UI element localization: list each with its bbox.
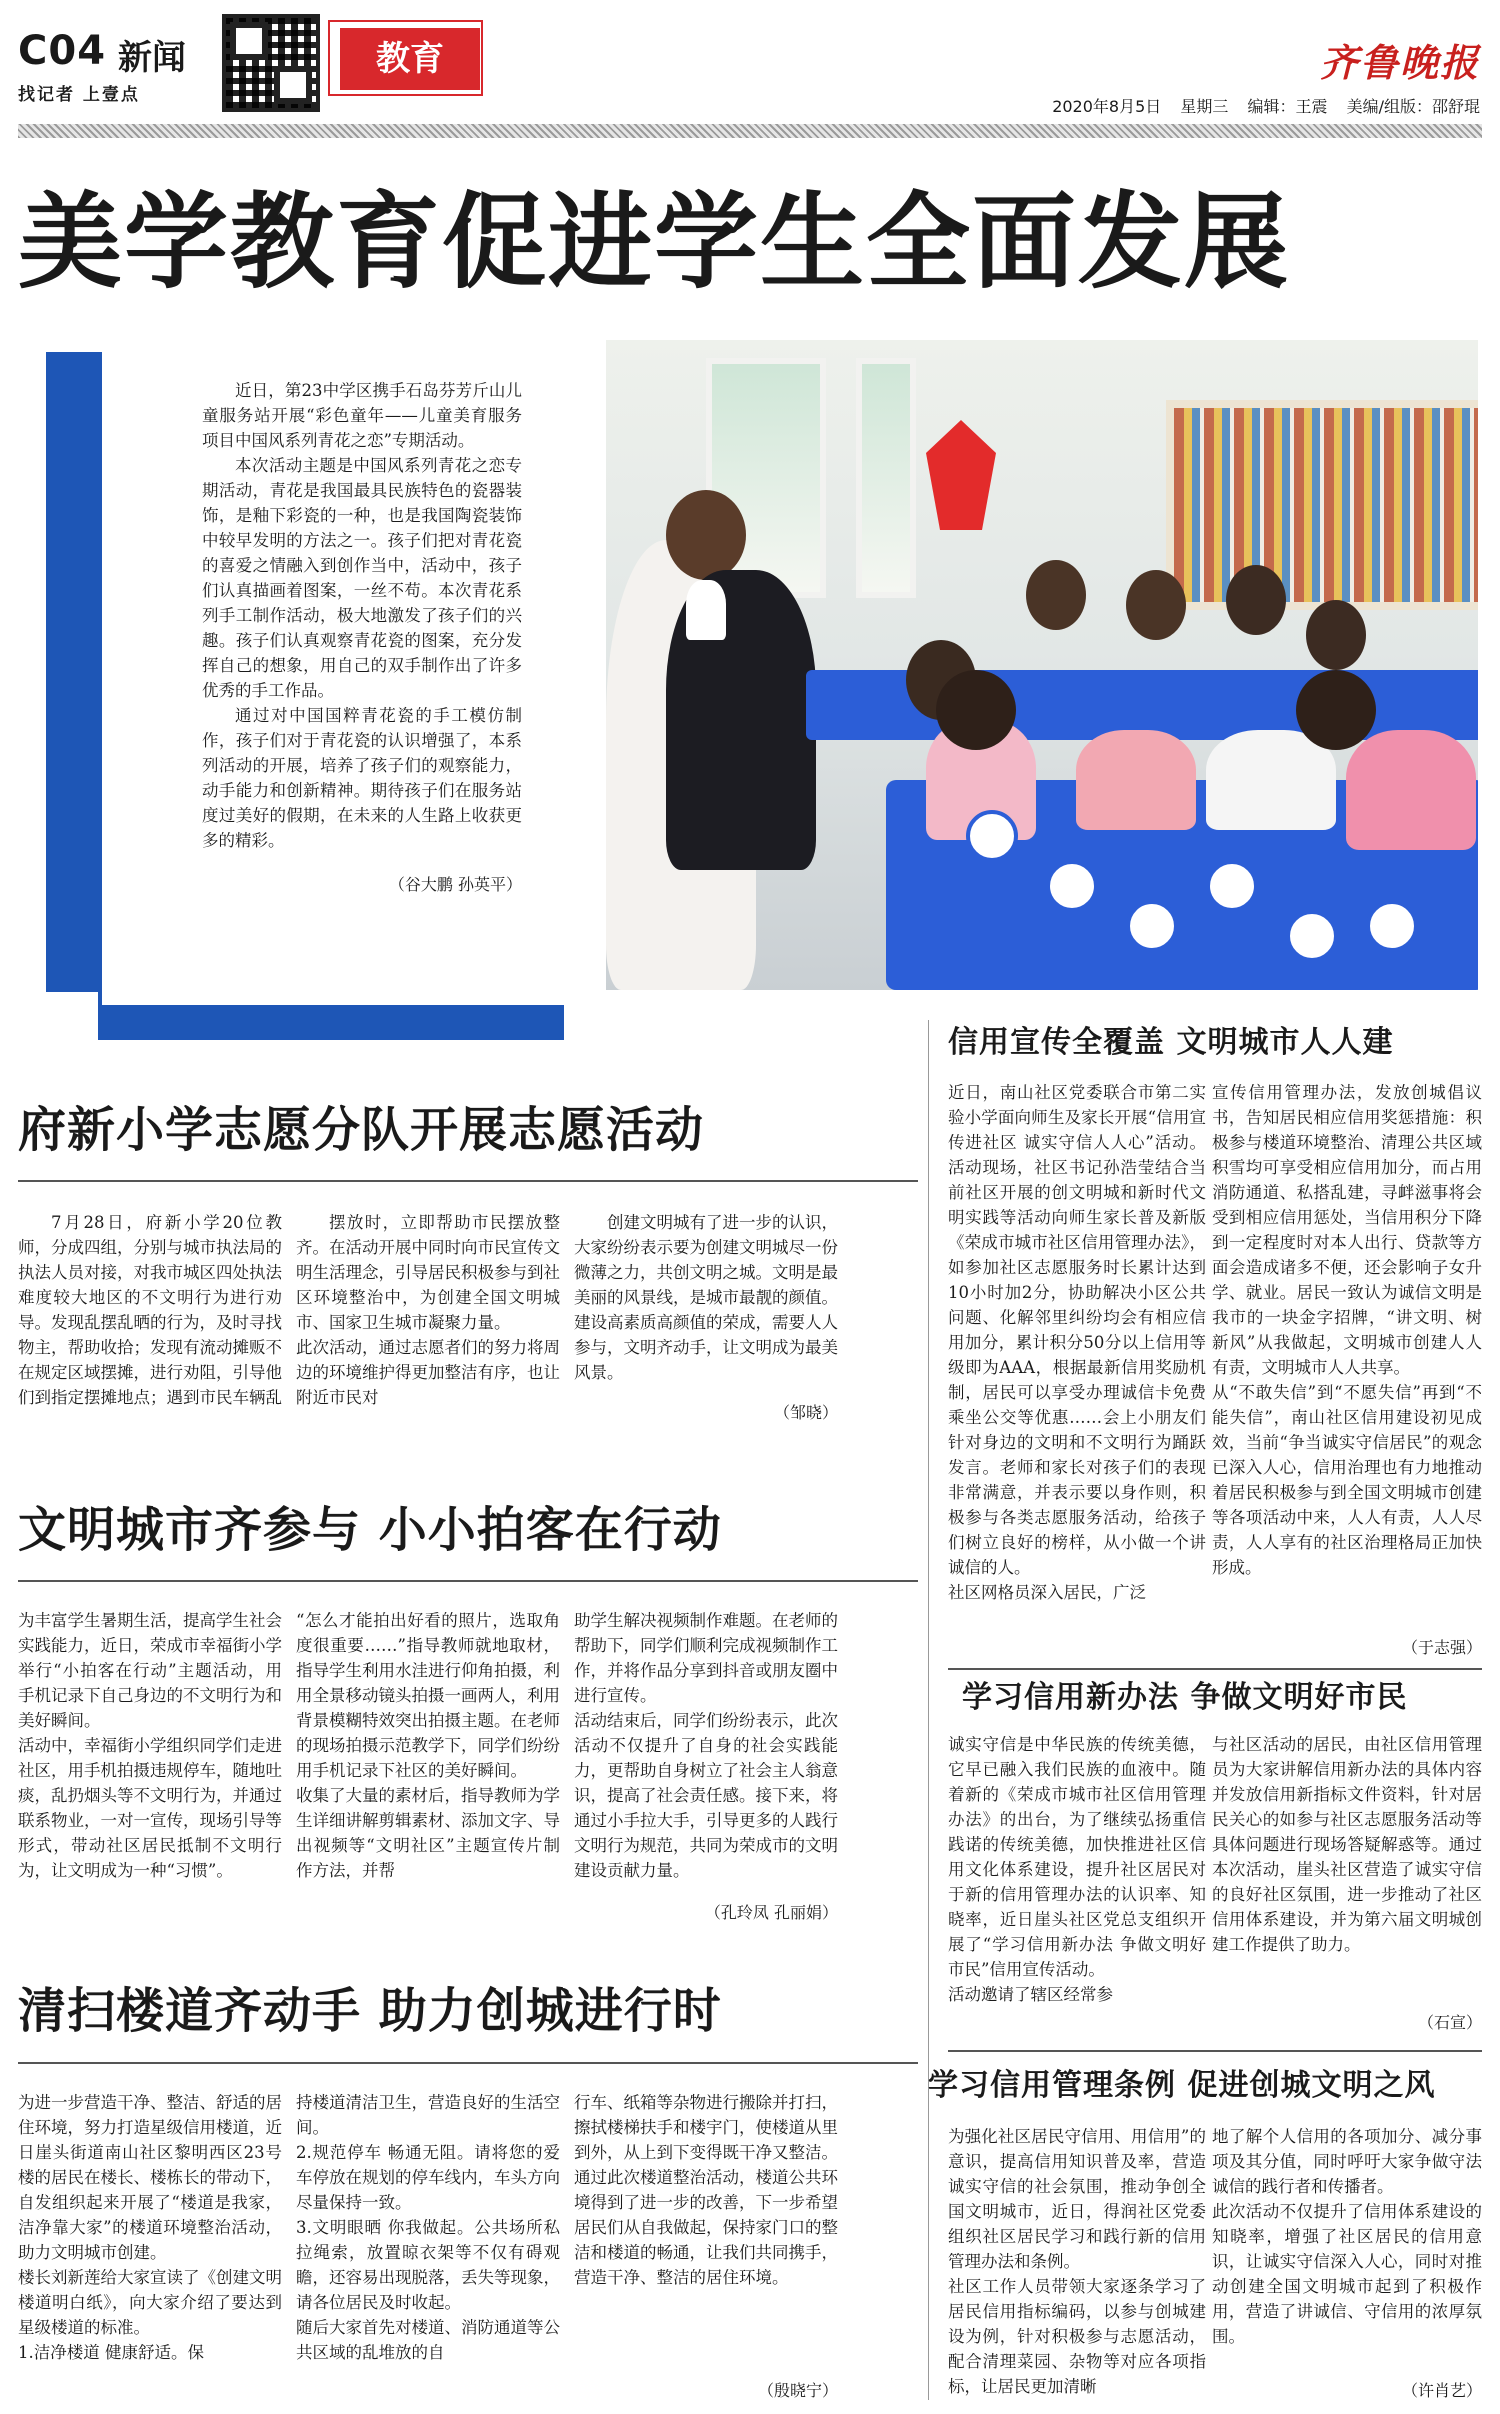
story3-rule: [18, 2062, 918, 2064]
story1-column: [18, 1210, 282, 1410]
column-divider: [928, 1020, 929, 2400]
right2-column: 与社区活动的居民，由社区信用管理员为大家讲解信用新办法的具体内容并发放信用新指标文件资料，针对居民关心的如参与社区志愿服务活动等具体问题进行现场答疑解惑等。通过本次活动，崖头社区营造了诚实守信的良好社区氛围，进一步推动了社区信用体系建设，并为第六届文明城创建工作提供了助力。: [1212, 1735, 1482, 1954]
story2-column: 为丰富学生暑期生活，提高学生社会实践能力，近日，荣成市幸福街小学举行“小拍客在行动”主题活动，用手机记录下自己身边的不文明行为和美好瞬间。 活动中，幸福街小学组织同学们走进社区，用手机拍摄违规停车，随地吐痰，乱扔烟头等不文明行为，并通过联系物业，一对一宣传，现场引导等形式，带动社区居民抵制不文明行为，让文明成为一种“习惯”。: [18, 1611, 282, 1880]
lead-photo: [606, 340, 1478, 990]
right1-column: 宣传信用管理办法，发放创城倡议书，告知居民相应信用奖惩措施：积极参与楼道环境整治、清理公共区域积雪均可享受相应信用加分，而占用消防通道、私搭乱建，寻衅滋事将会受到相应信用惩处，当信用积分下降到一定程度时对本人出行、贷款等方面会造成诸多不便，还会影响子女升学、就业。居民一致认为诚信文明是我市的一块金字招牌，“讲文明、树新风”从我做起，文明城市创建人人有责，文明城市人人共享。 从“不敢失信”到“不愿失信”再到“不能失信”，南山社区信用建设初见成效，当前“争当诚实守信居民”的观念已深入人心，信用治理也有力地推动着居民积极参与到全国文明城市创建等各项活动中来，人人有责，人人尽责，人人享有的社区治理格局正加快形成。: [1212, 1083, 1482, 1577]
right3-column: 为强化社区居民守信用、用信用”的意识，提高信用知识普及率，营造诚实守信的社会氛围，推动争创全国文明城市，近日，得润社区党委组织社区居民学习和践行新的信用管理办法和条例。 社区工作人员带领大家逐条学习了居民信用指标编码，以参与创城建设为例，针对积极参与志愿活动，配合清理菜园、杂物等对应各项指标，让居民更加清晰: [948, 2127, 1206, 2396]
story2-byline: （孔玲凤 孔丽娟）: [704, 1903, 838, 1922]
story1-column: [296, 1210, 560, 1410]
issue-meta: [1038, 94, 1480, 117]
story1-headline: 府新小学志愿分队开展志愿活动: [18, 1102, 705, 1158]
slogan: 找记者 上壹点: [18, 85, 140, 105]
story1-text: 摆放时，立即帮助市民摆放整齐。在活动开展中同时向市民宣传文明生活理念，引导居民积极参与到社区环境整治中，为创建全国文明城市、国家卫生城市凝聚力量。 此次活动，通过志愿者们的努力将周边的环境维护得更加整洁有序，也让附近市民对: [296, 1213, 560, 1407]
header-divider: [18, 124, 1482, 138]
right1-headline: 信用宣传全覆盖 文明城市人人建: [948, 1025, 1394, 1060]
right-divider: [948, 1668, 1482, 1670]
lead-paragraph: 本次活动主题是中国风系列青花之恋专期活动，青花是我国最具民族特色的瓷器装饰，是釉下彩瓷的一种，也是我国陶瓷装饰中较早发明的方法之一。孩子们把对青花瓷的喜爱之情融入到创作当中，活动中，孩子们认真描画着图案，一丝不苟。本次青花系列手工制作活动，极大地激发了孩子们的兴趣。孩子们认真观察青花瓷的图案，充分发挥自己的想象，用自己的双手制作出了许多优秀的手工作品。: [202, 456, 522, 700]
section-tag: 教育: [340, 28, 480, 90]
right2-column: 诚实守信是中华民族的传统美德，它早已融入我们民族的血液中。随着新的《荣成市城市社区信用管理办法》的出台，为了继续弘扬重信践诺的传统美德，加快推进社区信用文化体系建设，提升社区居民对于新的信用管理办法的认识率、知晓率，近日崖头社区党总支组织开展了“学习信用新办法 争做文明好市民”信用宣传活动。 活动邀请了辖区经常参: [948, 1735, 1206, 2004]
designer-credit: 美编/组版：邵舒琨: [1346, 97, 1480, 116]
story1-column: [574, 1210, 838, 1385]
editor-credit: 编辑：王震: [1247, 97, 1328, 116]
right3-byline: （许肖艺）: [1401, 2381, 1482, 2400]
story2-column: 助学生解决视频制作难题。在老师的帮助下，同学们顺利完成视频制作工作，并将作品分享到抖音或朋友圈中进行宣传。 活动结束后，同学们纷纷表示，此次活动不仅提升了自身的社会实践能力，更帮助自身树立了社会主人翁意识，提高了社会责任感。接下来，将通过小手拉大手，引导更多的人践行文明行为规范，共同为荣成市的文明建设贡献力量。: [574, 1611, 838, 1880]
story1-text: 创建文明城有了进一步的认识，大家纷纷表示要为创建文明城尽一份微薄之力，共创文明之城。文明是最美丽的风景线，是城市最靓的颜值。建设高素质高颜值的荣成，需要人人参与，文明齐动手，让文明成为最美风景。: [574, 1213, 838, 1382]
story1-text: 7月28日，府新小学20位教师，分成四组，分别与城市执法局的执法人员对接，对我市城区四处执法难度较大地区的不文明行为进行劝导。发现乱摆乱晒的行为，及时寻找物主，帮助收拾；发现有流动摊贩不在规定区域摆摊，进行劝阻，引导他们到指定摆摊地点；遇到市民车辆乱: [18, 1213, 282, 1407]
lead-body: [202, 378, 522, 853]
right3-headline: 学习信用管理条例 促进创城文明之风: [928, 2068, 1436, 2103]
issue-date: 2020年8月5日: [1052, 97, 1162, 116]
story2-headline: 文明城市齐参与 小小拍客在行动: [18, 1502, 722, 1558]
right2-headline: 学习信用新办法 争做文明好市民: [962, 1680, 1408, 1715]
issue-weekday: 星期三: [1180, 97, 1229, 116]
lead-paragraph: 通过对中国国粹青花瓷的手工模仿制作，孩子们对于青花瓷的认识增强了，本系列活动的开展，培养了孩子们的观察能力，动手能力和创新精神。期待孩子们在服务站度过美好的假期，在未来的人生路上收获更多的精彩。: [202, 706, 522, 850]
newspaper-logo: 齐鲁晚报: [1319, 40, 1480, 85]
story1-rule: [18, 1180, 918, 1182]
section-name: 新闻: [118, 38, 186, 78]
right2-byline: （石宣）: [1417, 2013, 1482, 2032]
lead-paragraph: 近日，第23中学区携手石岛芬芳斤山儿童服务站开展“彩色童年——儿童美育服务项目中国风系列青花之恋”专期活动。: [202, 381, 522, 450]
lead-accent-bar: [46, 352, 102, 992]
right-divider: [948, 2050, 1482, 2052]
lead-headline: 美学教育促进学生全面发展: [18, 181, 1291, 303]
story3-byline: （殷晓宁）: [757, 2381, 838, 2400]
page-number: C04: [18, 28, 107, 74]
right1-byline: （于志强）: [1401, 1638, 1482, 1657]
story3-column: 为进一步营造干净、整洁、舒适的居住环境，努力打造星级信用楼道，近日崖头街道南山社区黎明西区23号楼的居民在楼长、楼栋长的带动下，自发组织起来开展了“楼道是我家，洁净靠大家”的楼道环境整治活动，助力文明城市创建。 楼长刘新莲给大家宣读了《创建文明楼道明白纸》，向大家介绍了要达到星级楼道的标准。 1.洁净楼道 健康舒适。保: [18, 2093, 282, 2362]
right1-column: 近日，南山社区党委联合市第二实验小学面向师生及家长开展“信用宣传进社区 诚实守信人人心”活动。活动现场，社区书记孙浩莹结合当前社区开展的创文明城和新时代文明实践等活动向师生家长普及新版《荣成市城市社区信用管理办法》，如参加社区志愿服务时长累计达到10小时加2分，协助解决小区公共问题、化解邻里纠纷均会有相应信用加分，累计积分50分以上信用等级即为AAA，根据最新信用奖励机制，居民可以享受办理诚信卡免费乘坐公交等优惠……会上小朋友们针对身边的文明和不文明行为踊跃发言。老师和家长对孩子们的表现非常满意，并表示要以身作则，积极参与各类志愿服务活动，给孩子们树立良好的榜样，从小做一个讲诚信的人。 社区网格员深入居民，广泛: [948, 1083, 1206, 1602]
lead-byline: （谷大鹏 孙英平）: [388, 875, 522, 894]
story3-column: 行车、纸箱等杂物进行搬除并打扫，擦拭楼梯扶手和楼宇门，使楼道从里到外，从上到下变得既干净又整洁。 通过此次楼道整治活动，楼道公共环境得到了进一步的改善，下一步希望居民们从自我做起，保持家门口的整洁和楼道的畅通，让我们共同携手，营造干净、整洁的居住环境。: [574, 2093, 838, 2287]
right3-column: 地了解个人信用的各项加分、减分事项及其分值，同时呼吁大家争做守法诚信的践行者和传播者。 此次活动不仅提升了信用体系建设的知晓率，增强了社区居民的信用意识，让诚实守信深入人心，同时对推动创建全国文明城市起到了积极作用，营造了讲诚信、守信用的浓厚氛围。: [1212, 2127, 1482, 2346]
story2-rule: [18, 1580, 918, 1582]
story3-column: 持楼道清洁卫生，营造良好的生活空间。 2.规范停车 畅通无阻。请将您的爱车停放在规划的停车线内，车头方向尽量保持一致。 3.文明眼晒 你我做起。公共场所私拉绳索，放置晾衣架等不仅有碍观瞻，还容易出现脱落，丢失等现象，请各位居民及时收起。 随后大家首先对楼道、消防通道等公共区域的乱堆放的自: [296, 2093, 560, 2362]
story3-headline: 清扫楼道齐动手 助力创城进行时: [18, 1983, 722, 2039]
story2-column: “怎么才能拍出好看的照片，选取角度很重要……”指导教师就地取材，指导学生利用水洼进行仰角拍摄，利用全景移动镜头拍摄一画两人，利用背景模糊特效突出拍摄主题。在老师的现场拍摄示范教学下，同学们纷纷用手机记录下社区的美好瞬间。 收集了大量的素材后，指导教师为学生详细讲解剪辑素材、添加文字、导出视频等“文明社区”主题宣传片制作方法，并帮: [296, 1611, 560, 1880]
qr-code-icon[interactable]: [222, 14, 320, 112]
story1-byline: （邹晓）: [773, 1403, 838, 1422]
